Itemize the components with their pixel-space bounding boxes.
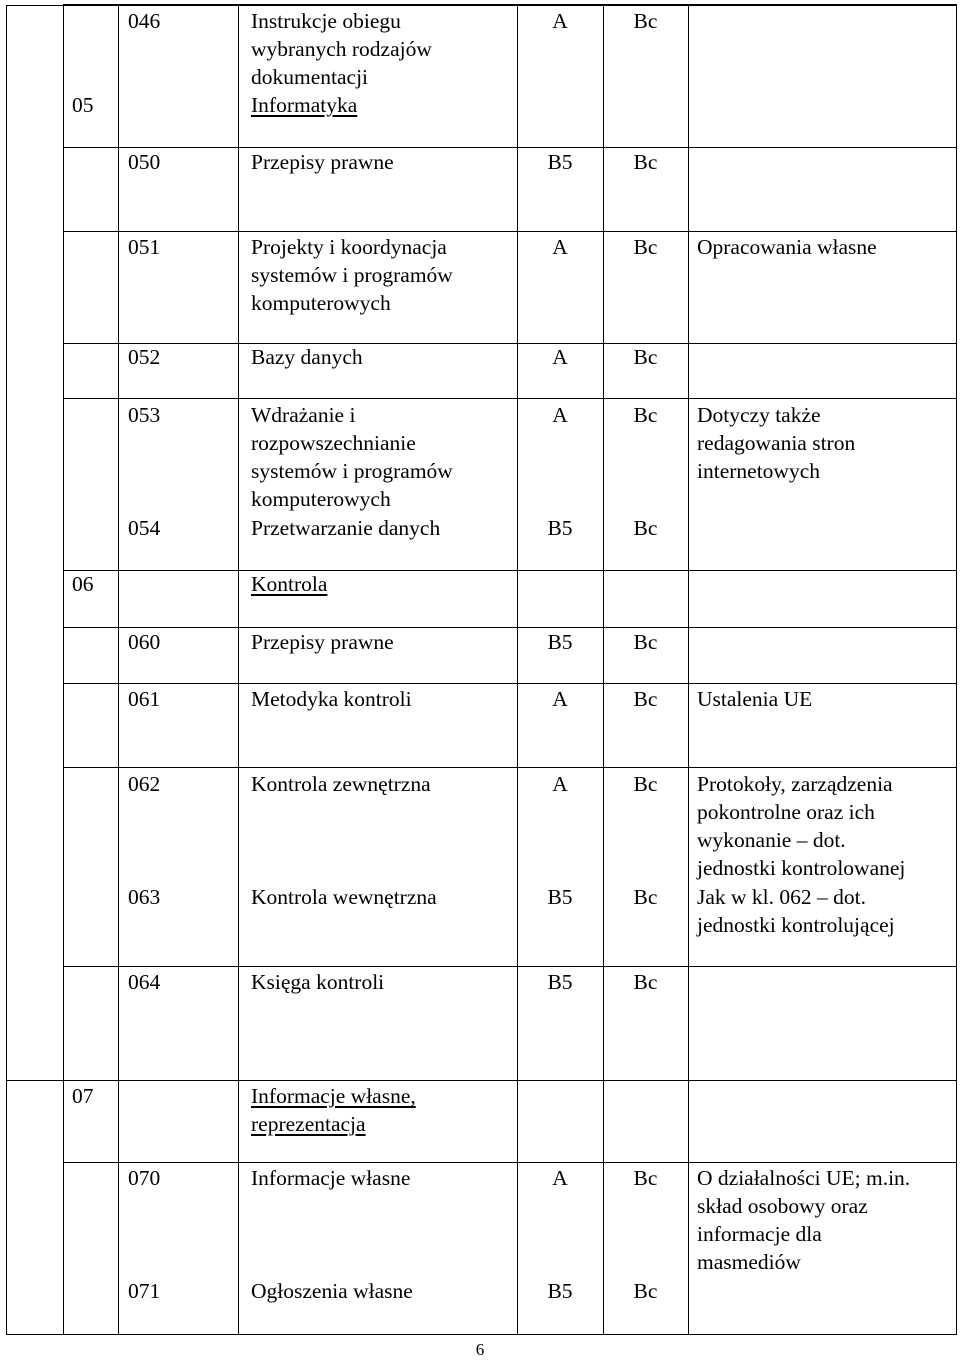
entry-note: O działalności UE; m.in. — [697, 1166, 911, 1190]
table-rule-horizontal — [63, 966, 957, 967]
entry-note: internetowych — [697, 459, 820, 483]
table-rule-horizontal — [6, 1080, 957, 1081]
entry-code: 046 — [128, 9, 161, 33]
entry-note: masmediów — [697, 1250, 801, 1274]
category-a: A — [552, 403, 568, 427]
entry-code: 053 — [128, 403, 161, 427]
category-b: Bc — [633, 150, 658, 174]
category-a: A — [552, 772, 568, 796]
entry-name: Ogłoszenia własne — [251, 1279, 413, 1303]
group-title: Kontrola — [251, 572, 328, 596]
group-code: 07 — [72, 1084, 94, 1108]
entry-code: 060 — [128, 630, 161, 654]
category-b: Bc — [633, 772, 658, 796]
category-b: Bc — [633, 885, 658, 909]
category-b: Bc — [633, 345, 658, 369]
category-b: Bc — [633, 970, 658, 994]
category-a: A — [552, 345, 568, 369]
entry-name: Instrukcje obiegu — [251, 9, 401, 33]
entry-name: rozpowszechnianie — [251, 431, 416, 455]
group-title: Informatyka — [251, 93, 358, 117]
table-rule-horizontal — [6, 1334, 957, 1335]
category-a: A — [552, 9, 568, 33]
category-b: Bc — [633, 403, 658, 427]
table-rule-vertical — [688, 4, 689, 1335]
category-b: Bc — [633, 516, 658, 540]
entry-note: skład osobowy oraz — [697, 1194, 868, 1218]
category-a: B5 — [547, 1279, 573, 1303]
entry-code: 063 — [128, 885, 161, 909]
category-a: A — [552, 235, 568, 259]
entry-name: Przepisy prawne — [251, 630, 394, 654]
table-rule-vertical — [603, 4, 604, 1335]
category-b: Bc — [633, 630, 658, 654]
entry-note: Jak w kl. 062 – dot. — [697, 885, 867, 909]
entry-code: 054 — [128, 516, 161, 540]
entry-note: Ustalenia UE — [697, 687, 813, 711]
entry-note: Protokoły, zarządzenia — [697, 772, 893, 796]
category-b: Bc — [633, 1166, 658, 1190]
entry-note: redagowania stron — [697, 431, 856, 455]
category-a: B5 — [547, 516, 573, 540]
category-b: Bc — [633, 9, 658, 33]
category-b: Bc — [633, 235, 658, 259]
table-rule-vertical — [956, 4, 957, 1335]
table-rule-horizontal — [63, 683, 957, 684]
entry-name: dokumentacji — [251, 65, 369, 89]
entry-code: 061 — [128, 687, 161, 711]
group-title: Informacje własne, — [251, 1084, 416, 1108]
entry-name: Kontrola wewnętrzna — [251, 885, 437, 909]
entry-note: Dotyczy także — [697, 403, 821, 427]
entry-name: wybranych rodzajów — [251, 37, 432, 61]
entry-note: informacje dla — [697, 1222, 822, 1246]
table-rule-horizontal — [63, 1162, 957, 1163]
entry-name: systemów i programów — [251, 459, 453, 483]
category-a: A — [552, 687, 568, 711]
entry-name: Bazy danych — [251, 345, 363, 369]
entry-name: Kontrola zewnętrzna — [251, 772, 431, 796]
table-rule-horizontal — [6, 5, 957, 6]
entry-name: Przetwarzanie danych — [251, 516, 441, 540]
category-b: Bc — [633, 1279, 658, 1303]
entry-code: 050 — [128, 150, 161, 174]
entry-code: 064 — [128, 970, 161, 994]
category-a: A — [552, 1166, 568, 1190]
table-rule-vertical — [118, 4, 119, 1335]
category-a: B5 — [547, 970, 573, 994]
table-rule-vertical — [238, 4, 239, 1335]
entry-note: Opracowania własne — [697, 235, 877, 259]
group-code: 06 — [72, 572, 94, 596]
entry-note: jednostki kontrolującej — [697, 913, 895, 937]
entry-name: komputerowych — [251, 487, 391, 511]
entry-name: Przepisy prawne — [251, 150, 394, 174]
table-rule-vertical — [6, 5, 7, 1335]
entry-name: Metodyka kontroli — [251, 687, 412, 711]
category-b: Bc — [633, 687, 658, 711]
entry-code: 070 — [128, 1166, 161, 1190]
table-rule-vertical — [517, 4, 518, 1335]
entry-name: systemów i programów — [251, 263, 453, 287]
entry-name: Księga kontroli — [251, 970, 385, 994]
table-rule-horizontal — [63, 767, 957, 768]
table-rule-horizontal — [63, 398, 957, 399]
category-a: B5 — [547, 630, 573, 654]
category-a: B5 — [547, 150, 573, 174]
category-a: B5 — [547, 885, 573, 909]
entry-note: jednostki kontrolowanej — [697, 856, 906, 880]
entry-name: Wdrażanie i — [251, 403, 356, 427]
entry-code: 071 — [128, 1279, 161, 1303]
entry-code: 052 — [128, 345, 161, 369]
entry-note: wykonanie – dot. — [697, 828, 846, 852]
entry-name: Projekty i koordynacja — [251, 235, 447, 259]
entry-code: 051 — [128, 235, 161, 259]
table-rule-horizontal — [63, 231, 957, 232]
page-number: 6 — [475, 1340, 485, 1359]
table-rule-vertical — [63, 4, 64, 1335]
entry-code: 062 — [128, 772, 161, 796]
entry-name: komputerowych — [251, 291, 391, 315]
group-code: 05 — [72, 93, 94, 117]
entry-name: Informacje własne — [251, 1166, 411, 1190]
group-title: reprezentacja — [251, 1112, 366, 1136]
entry-note: pokontrolne oraz ich — [697, 800, 875, 824]
